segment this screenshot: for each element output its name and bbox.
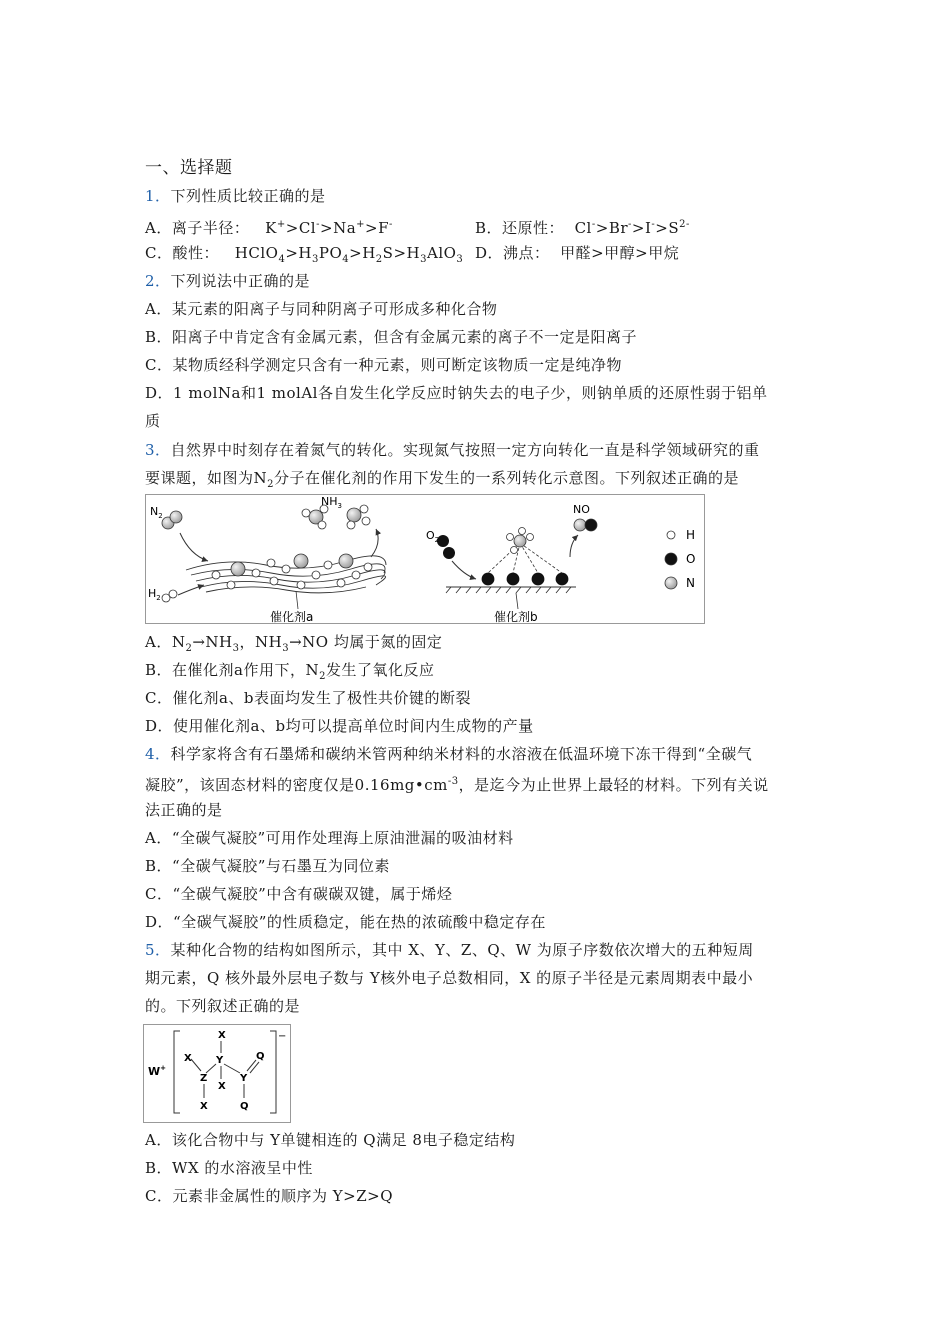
catalyst-b-oxygen-atoms	[482, 573, 568, 585]
section-title: 一、选择题	[145, 158, 233, 178]
question-1-options-ab	[145, 215, 825, 238]
question-1-stem	[145, 186, 326, 206]
q5-option-c: C．元素非金属性的顺序为 Y>Z>Q	[145, 1187, 394, 1205]
question-3-stem-line1	[145, 440, 760, 460]
compound-structure-svg	[144, 1025, 290, 1122]
legend-n-swatch	[665, 577, 677, 589]
nitrogen-conversion-figure	[145, 494, 705, 624]
label-catalyst-b: 催化剂b	[494, 610, 538, 623]
legend-o-label: O	[686, 552, 696, 566]
legend-o-swatch	[665, 553, 677, 565]
q4-option-c: C．“全碳气凝胶”中含有碳碳双键，属于烯烃	[145, 885, 453, 903]
legend-h-swatch	[667, 531, 675, 539]
question-4-number: 4．	[145, 745, 171, 763]
question-1-options-cd	[145, 243, 825, 270]
n2-molecule	[162, 511, 182, 529]
no-molecule	[574, 519, 597, 531]
q3-option-a: A．$N_2\to NH_3$，$NH_3\to NO$ 均属于氮的固定	[145, 633, 443, 654]
q2-option-a: A．某元素的阳离子与同种阴离子可形成多种化合物	[145, 300, 498, 318]
label-catalyst-a: 催化剂a	[270, 610, 314, 623]
q2-option-d-line2: 质	[145, 412, 161, 430]
atom-y-center: Y	[216, 1055, 224, 1066]
atom-x-bottom: X	[200, 1101, 208, 1112]
atom-z: Z	[200, 1073, 208, 1084]
q2-option-c: C．某物质经科学测定只含有一种元素，则可断定该物质一定是纯净物	[145, 356, 622, 374]
q5-option-a: A．该化合物中与 Y单键相连的 Q满足 8电子稳定结构	[145, 1131, 516, 1149]
q1-option-d-value: 甲醛>甲醇>甲烷	[560, 244, 680, 262]
label-nh3: $NH_3$	[321, 495, 342, 510]
q1-option-d-prefix: D．沸点：	[475, 244, 550, 262]
q2-option-d-line1: D．1 molNa和1 molAl各自发生化学反应时钠失去的电子少，则钠单质的还原性弱于铝单	[145, 384, 768, 402]
legend-n-label: N	[686, 576, 695, 590]
question-1-text: 下列性质比较正确的是	[170, 187, 326, 205]
atom-x-left: X	[184, 1053, 192, 1064]
nitrogen-conversion-svg	[146, 495, 704, 623]
question-4-stem-line1	[145, 744, 752, 764]
q3-option-d: D．使用催化剂a、b均可以提高单位时间内生成物的产量	[145, 717, 534, 735]
question-5-stem-line2: 期元素，Q 核外最外层电子数与 Y核外电子总数相同，X 的原子半径是元素周期表中最小	[145, 969, 754, 987]
question-2-text: 下列说法中正确的是	[170, 272, 311, 290]
question-5-stem-line1	[145, 940, 754, 960]
q1-option-a-prefix: A．离子半径：	[145, 219, 250, 237]
q1-option-b-prefix: B．还原性：	[475, 219, 565, 237]
question-2-number: 2．	[145, 272, 171, 290]
q1-option-c-value: $HClO_4>H_3PO_4>H_2S>H_3AlO_3$	[224, 244, 464, 265]
question-5-stem-line3: 的。下列叙述正确的是	[145, 997, 301, 1015]
label-h2: $H_2$	[148, 587, 161, 602]
compound-structure-figure	[143, 1024, 291, 1123]
question-4-stem-line2: 凝胶”，该固态材料的密度仅是$0.16mg•cm^{-3}$，是迄今为止世界上最轻的材料。下列有关说	[145, 776, 769, 794]
q5-option-b: B．WX 的水溶液呈中性	[145, 1159, 313, 1177]
q4-option-b: B．“全碳气凝胶”与石墨互为同位素	[145, 857, 390, 875]
atom-q-top: Q	[256, 1051, 265, 1062]
nh3-molecule	[302, 505, 370, 529]
nh3-on-catalyst-b	[488, 528, 562, 574]
atom-q-bottom: Q	[240, 1101, 249, 1112]
atom-y-right: Y	[240, 1073, 248, 1084]
q3-option-b: B．在催化剂a作用下，$N_2$发生了氧化反应	[145, 661, 435, 682]
q4-option-d: D．“全碳气凝胶”的性质稳定，能在热的浓硫酸中稳定存在	[145, 913, 546, 931]
question-2-stem	[145, 271, 310, 291]
anion-charge: −	[278, 1031, 287, 1042]
question-5-text-1: 某种化合物的结构如图所示，其中 X、Y、Z、Q、W 为原子序数依次增大的五种短周	[170, 941, 754, 959]
question-3-number: 3．	[145, 441, 171, 459]
question-1-number: 1．	[145, 187, 171, 205]
question-4-text-1: 科学家将含有石墨烯和碳纳米管两种纳米材料的水溶液在低温环境下冻干得到“全碳气	[170, 745, 753, 763]
catalyst-b-surface	[446, 587, 576, 593]
label-n2: $N_2$	[150, 505, 163, 520]
q1-option-b-value: $Cl^->Br^->I^->S^{2-}$	[574, 219, 690, 237]
q1-option-c-prefix: C．酸性：	[145, 244, 219, 262]
o2-molecule	[437, 535, 455, 559]
legend	[665, 531, 677, 589]
label-no: NO	[573, 503, 590, 516]
question-4-stem-line3: 法正确的是	[145, 801, 223, 819]
q1-option-a-value: K+>Cl->Na+>F-	[254, 219, 393, 237]
question-3-text-1: 自然界中时刻存在着氮气的转化。实现氮气按照一定方向转化一直是科学领域研究的重	[170, 441, 760, 459]
label-o2: $O_2$	[426, 529, 440, 544]
catalyst-a-atoms	[212, 554, 372, 589]
question-5-number: 5．	[145, 941, 171, 959]
question-3-stem-line2: 要课题，如图为$N_2$分子在催化剂的作用下发生的一系列转化示意图。下列叙述正确的是	[145, 469, 740, 490]
cation-w: W+	[148, 1064, 167, 1078]
q2-option-b: B．阳离子中肯定含有金属元素，但含有金属元素的离子不一定是阳离子	[145, 328, 638, 346]
h2-molecule	[162, 590, 177, 602]
q3-option-c: C．催化剂a、b表面均发生了极性共价键的断裂	[145, 689, 472, 707]
q4-option-a: A．“全碳气凝胶”可用作处理海上原油泄漏的吸油材料	[145, 829, 514, 847]
atom-x-under-y: X	[218, 1081, 226, 1092]
structure-atoms	[184, 1030, 265, 1112]
atom-x-top: X	[218, 1030, 226, 1041]
legend-h-label: H	[686, 528, 696, 542]
